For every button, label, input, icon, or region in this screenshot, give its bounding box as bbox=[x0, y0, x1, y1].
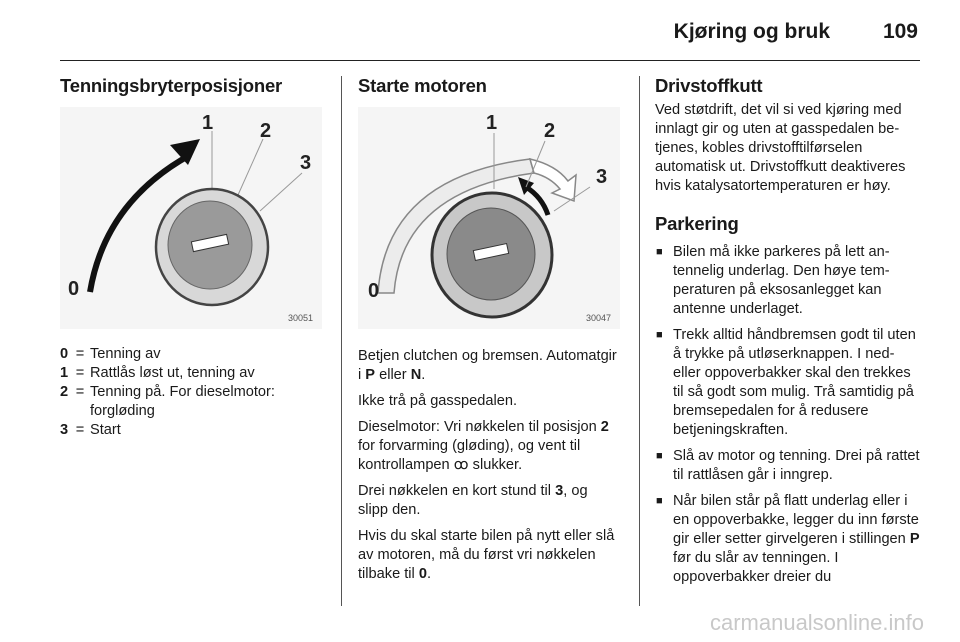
legend-key: 1 bbox=[60, 365, 69, 381]
legend-text: Rattlås løst ut, tenning av bbox=[90, 365, 255, 381]
instruction-paragraph bbox=[358, 527, 620, 584]
section-heading-fuel-cutoff: Drivstoffkutt bbox=[655, 75, 763, 96]
instruction-paragraph bbox=[358, 482, 620, 520]
parking-list bbox=[655, 243, 923, 587]
section-heading-start: Starte motoren bbox=[358, 75, 487, 96]
legend-key: 2 bbox=[60, 384, 69, 400]
page-number: 109 bbox=[882, 20, 918, 43]
list-item: ■ Trekk alltid håndbremsen godt til uten å trykke på utløserknappen. I ned- eller oppoverbakker skal den trekkes til så godt som mulig. Trå samtidig på bremsepedalen for å redusere betjeningskraften. bbox=[655, 326, 923, 440]
gear-n: N bbox=[410, 367, 422, 383]
legend-row bbox=[60, 345, 332, 364]
position-label-1: 1 bbox=[202, 112, 214, 134]
section-heading-parking: Parkering bbox=[655, 213, 739, 234]
column-divider-1 bbox=[341, 76, 342, 606]
text-run: Dieselmotor: Vri nøkkelen til posisjon bbox=[358, 419, 601, 435]
leader-line-2 bbox=[238, 139, 263, 195]
position-label-2: 2 bbox=[544, 120, 556, 142]
text-run: slukker. bbox=[468, 457, 523, 473]
position-label-0: 0 bbox=[368, 280, 380, 302]
text-run: , og slipp den. bbox=[358, 483, 588, 518]
position-2-ref: 2 bbox=[600, 419, 609, 435]
text-run: Hvis du skal starte bilen på nytt eller slå av motoren, må du først vri nøkkelen tilbake til bbox=[358, 528, 615, 582]
text-run: før du slår av tenningen. I oppoverbakker dreier du bbox=[673, 550, 839, 585]
column-divider-2 bbox=[639, 76, 640, 606]
legend-key: 3 bbox=[60, 422, 69, 438]
header-rule bbox=[60, 60, 920, 61]
fuel-cutoff-paragraph: Ved støtdrift, det vil si ved kjøring med innlagt gir og uten at gasspedalen betjenes, kobles drivstofftilførselen automatisk ut. Drivstoffkutt deaktiveres hvis katalysatortemperaturen er høy. bbox=[655, 102, 906, 194]
list-item: ■ Slå av motor og tenning. Drei på rattet til rattlåsen går i inngrep. bbox=[655, 447, 923, 485]
column-ignition-positions bbox=[60, 76, 332, 440]
instruction-paragraph bbox=[358, 418, 620, 475]
legend-equals: = bbox=[75, 384, 85, 400]
legend-row bbox=[60, 421, 332, 440]
position-0-ref: 0 bbox=[418, 566, 427, 582]
legend-row bbox=[60, 364, 332, 383]
column-fuel-parking bbox=[655, 76, 923, 594]
legend-equals: = bbox=[75, 365, 85, 381]
text-run: for forvarming (gløding), og vent til kontrollampen bbox=[358, 438, 581, 473]
figure-code: 30051 bbox=[288, 313, 314, 323]
gear-p: P bbox=[365, 367, 376, 383]
instruction-paragraph bbox=[358, 347, 620, 385]
legend-text: Start bbox=[90, 422, 121, 438]
legend-key: 0 bbox=[60, 346, 69, 362]
text-run: Betjen clutchen og bremsen. Automatgir i bbox=[358, 348, 617, 383]
text-run: . bbox=[421, 367, 426, 383]
text-run: Drei nøkkelen en kort stund til bbox=[358, 483, 556, 499]
legend-text: Tenning av bbox=[90, 346, 161, 362]
legend-text: Tenning på. For dieselmotor: forgløding bbox=[90, 384, 275, 419]
text-run: eller bbox=[375, 367, 411, 383]
glow-plug-icon: ꝏ bbox=[453, 457, 469, 473]
legend-row bbox=[60, 383, 332, 421]
start-instructions bbox=[358, 347, 620, 584]
position-label-1: 1 bbox=[486, 112, 498, 134]
leader-line-3 bbox=[260, 173, 302, 211]
position-legend bbox=[60, 345, 332, 440]
header-title: Kjøring og bruk bbox=[673, 20, 830, 43]
gear-p: P bbox=[909, 531, 920, 547]
ignition-figure bbox=[60, 107, 322, 329]
position-label-3: 3 bbox=[596, 166, 608, 188]
section-heading-ignition: Tenningsbryterposisjoner bbox=[60, 75, 283, 96]
list-item: ■ Bilen må ikke parkeres på lett antennelig underlag. Den høye temperaturen på eksosanlegget kan antenne underlaget. bbox=[655, 243, 923, 319]
position-label-0: 0 bbox=[68, 278, 80, 300]
ignition-switch-illustration bbox=[60, 107, 322, 329]
legend-equals: = bbox=[75, 422, 85, 438]
column-start-engine bbox=[358, 76, 620, 591]
figure-code: 30047 bbox=[586, 313, 612, 323]
instruction-paragraph: Ikke trå på gasspedalen. bbox=[358, 393, 518, 409]
position-3-ref: 3 bbox=[555, 483, 564, 499]
text-run: . bbox=[426, 566, 432, 582]
start-switch-illustration bbox=[358, 107, 620, 329]
start-figure bbox=[358, 107, 620, 329]
watermark: carmanualsonline.info bbox=[709, 610, 924, 635]
text-run: Når bilen står på flatt underlag eller i en oppoverbakke, legger du inn første gir eller setter girvelgeren i stillingen bbox=[673, 493, 919, 547]
position-label-2: 2 bbox=[260, 120, 272, 142]
list-item bbox=[655, 492, 923, 587]
position-label-3: 3 bbox=[300, 152, 312, 174]
legend-equals: = bbox=[75, 346, 85, 362]
